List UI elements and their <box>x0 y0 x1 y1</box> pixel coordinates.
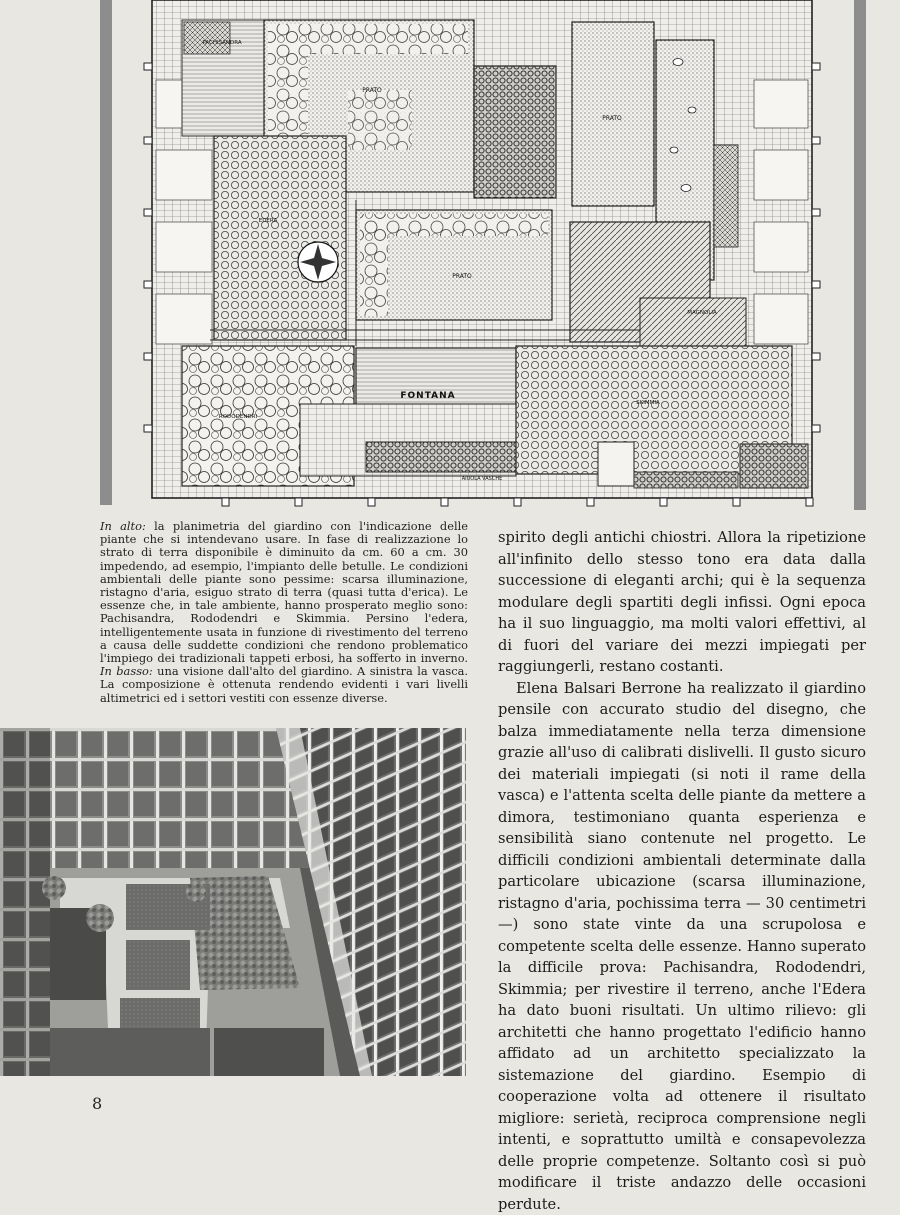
plan-label-pachisandra: PACHISANDRA <box>202 40 242 46</box>
caption-text-top: la planimetria del giardino con l'indicazione delle piante che si intendevano usare. In fase di realizzazione lo strato di terra disponibile è diminuito da cm. 60 a cm. 30 impedendo, ad esempio, l'impianto delle betulle. Le condizioni ambientali delle piante sono pessime: scarsa illuminazione, ristagno d'aria, esiguo strato di terra (quasi tutta d'erica). Le essenze che, in tale ambiente, hanno prosperato meglio sono: Pachisandra, Rododendri e Skimmia. Persino l'edera, intelligentemente usata in funzione di rivestimento del terreno a causa delle suddette condizioni che rendono problematico l'impiego dei tradizionali tappeti erbosi, ha sofferto in inverno. <box>100 519 468 665</box>
plan-label-skimmia: SKIMMIA <box>636 400 660 406</box>
plan-label-prato-right: PRATO <box>602 115 622 122</box>
figure-caption <box>100 520 468 705</box>
left-margin-bar <box>100 0 112 505</box>
plan-label-edera: EDERA <box>259 218 278 224</box>
courtyard-photo <box>0 728 466 1076</box>
caption-lead-top: In alto: <box>100 519 146 533</box>
page-number: 8 <box>92 1094 102 1113</box>
plan-label-prato-top: PRATO <box>362 87 382 94</box>
article-body <box>498 527 866 1215</box>
article-paragraph-1: spirito degli antichi chiostri. Allora la ripetizione all'infinito dello stesso tono era data dalla successione di eleganti archi; qui è la sequenza modulare degli spartiti degli infissi. Ogni epoca ha il suo linguaggio, ma molti valori effettivi, al di fuori del variare dei mezzi impiegati per raggiungerli, restano costanti. <box>498 527 866 678</box>
plan-label-rododendri: RODODENDRI <box>219 414 258 420</box>
right-margin-bar <box>854 0 866 510</box>
plan-label-magnolia: MAGNOLIA <box>687 310 717 316</box>
plan-label-aiuola: AIUOLA VASCHE <box>462 476 503 482</box>
caption-lead-bottom: In basso: <box>100 664 153 678</box>
garden-plan <box>100 0 866 510</box>
plan-label-prato-middle: PRATO <box>452 273 472 280</box>
plan-label-fontana: FONTANA <box>400 391 455 401</box>
caption-text-bottom: una visione dall'alto del giardino. A sinistra la vasca. La composizione è ottenuta rendendo evidenti i vari livelli altimetrici ed i settori vestiti con essenze diverse. <box>100 664 468 704</box>
article-paragraph-2: Elena Balsari Berrone ha realizzato il giardino pensile con accurato studio del disegno, che balza immediatamente nella terza dimensione grazie all'uso di calibrati dislivelli. Il gusto sicuro dei materiali impiegati (si noti il rame della vasca) e l'attenta scelta delle piante da mettere a dimora, testimoniano quanta esperienza e sensibilità siano contenute nel progetto. Le difficili condizioni ambientali determinate dalla particolare ubicazione (scarsa illuminazione, ristagno d'aria, pochissima terra — 30 centimetri —) sono state vinte da una scrupolosa e competente scelta delle essenze. Hanno superato la difficile prova: Pachisandra, Rododendri, Skimmia; per rivestire il terreno, anche l'Edera ha dato buoni risultati. Un ultimo rilievo: gli architetti che hanno progettato l'edificio hanno affidato ad un architetto specializzato la sistemazione del giardino. Esempio di cooperazione volta ad ottenere il risultato migliore: serietà, reciproca comprensione negli intenti, e soprattutto umiltà e consapevolezza delle proprie competenze. Soltanto così si può modificare il triste andazzo delle occasioni perdute. <box>498 678 866 1215</box>
